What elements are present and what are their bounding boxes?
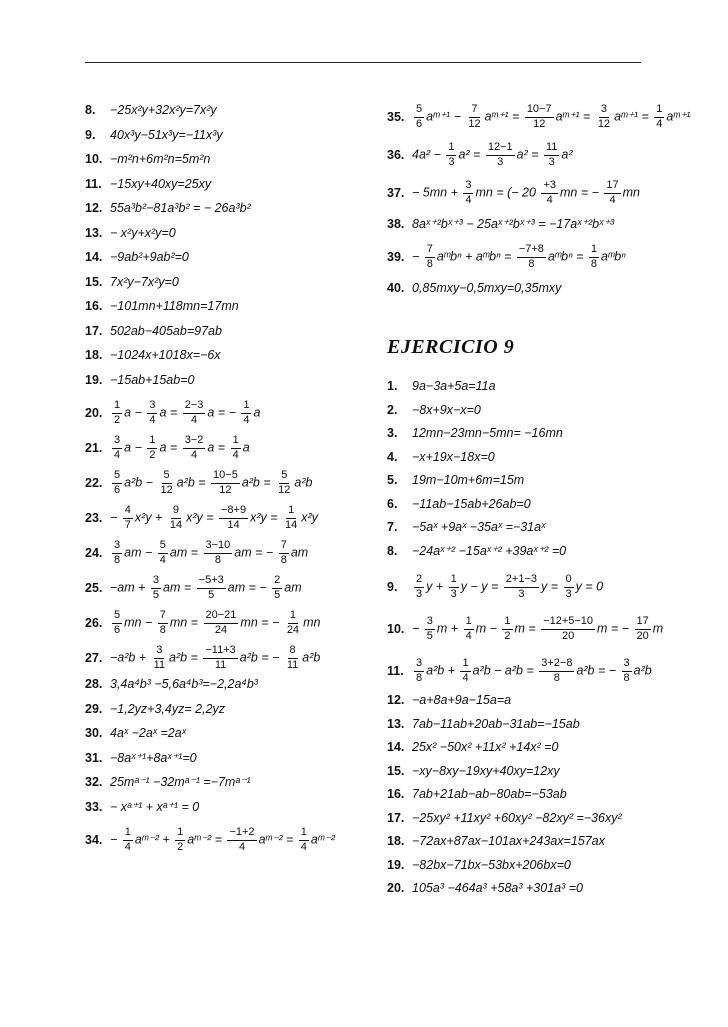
exercise-expression: 12mn−23mn−5mn= −16mn (412, 426, 563, 440)
exercise-row (387, 658, 652, 684)
exercise-expression: −8x+9x−x=0 (412, 402, 481, 417)
fraction: $\frac{1}{14}$ (285, 504, 298, 531)
exercise-row (387, 244, 626, 270)
fraction: $\frac{8}{11}$ (286, 644, 299, 671)
exercise-expression: $\frac{3}{4}$ a − $\frac{1}{2}$ a = $\frac{3-2}{4}$ a = $\frac{1}{4}$ a (114, 434, 250, 461)
fraction: $\frac{+3}{4}$ (543, 179, 556, 206)
exercise-expression: −9ab²+9ab²=0 (110, 250, 189, 264)
exercise-row (85, 129, 223, 142)
fraction: $\frac{-7+8}{8}$ (518, 243, 544, 270)
exercise-number: 5. (387, 473, 398, 487)
fraction: $\frac{-1+2}{4}$ (229, 826, 255, 853)
exercise-expression: $\frac{2}{3}$ y + $\frac{1}{3}$ y − y = $\frac{2+1-3}{3}$ y = $\frac{0}{3}$ y = 0 (416, 573, 604, 600)
exercise-row (387, 788, 567, 801)
fraction: $\frac{4}{7}$ (124, 504, 131, 531)
exercise-number: 36. (387, 147, 405, 162)
exercise-expression: − $\frac{4}{7}$ x²y + $\frac{9}{14}$ x²y = $\frac{-8+9}{14}$ x²y = $\frac{1}{14}$ x²y (110, 504, 318, 531)
exercise-number: 10. (387, 621, 405, 636)
exercise-number: 9. (85, 127, 96, 142)
exercise-number: 9. (387, 579, 398, 594)
exercise-row (85, 505, 318, 531)
exercise-expression: − 5mn + $\frac{3}{4}$ mn = (− 20 $\frac{+3}{4}$ mn = − $\frac{17}{4}$ mn (412, 179, 641, 206)
exercise-number: 32. (85, 775, 103, 789)
fraction: $\frac{2}{5}$ (274, 574, 281, 601)
exercise-number: 16. (387, 787, 405, 801)
fraction: $\frac{5}{4}$ (159, 539, 166, 566)
fraction: $\frac{1}{8}$ (590, 243, 598, 270)
exercise-expression: −15xy+40xy=25xy (110, 176, 212, 191)
fraction: $\frac{3}{12}$ (597, 103, 611, 130)
fraction: $\frac{3+2-8}{8}$ (541, 657, 573, 684)
exercise-expression: −x+19x−18x=0 (412, 449, 495, 464)
exercise-number: 40. (387, 281, 405, 295)
exercise-row (85, 752, 197, 765)
exercise-expression: − $\frac{1}{4}$ aᵐ⁻² + $\frac{1}{2}$ aᵐ⁻² = $\frac{-1+2}{4}$ aᵐ⁻² = $\frac{1}{4}$ aᵐ⁻² (110, 826, 335, 853)
fraction: $\frac{3-10}{8}$ (205, 539, 231, 566)
exercise-row (387, 765, 560, 778)
exercise-number: 6. (387, 496, 398, 511)
fraction: $\frac{3-2}{4}$ (184, 434, 204, 461)
exercise-number: 29. (85, 701, 103, 716)
exercise-expression: −25xy² +11xy² +60xy² −82xy² =−36xy² (412, 810, 622, 825)
exercise-row (85, 678, 258, 691)
exercise-expression: −8aˣ⁺¹+8aˣ⁺¹=0 (110, 750, 197, 765)
exercise-expression: 19m−10m+6m=15m (412, 473, 525, 487)
exercise-row (85, 801, 199, 814)
exercise-expression: 3,4a⁴b³ −5,6a⁴b³=−2,2a⁴b³ (110, 677, 258, 691)
exercise-row (387, 812, 622, 825)
exercise-number: 13. (85, 225, 103, 240)
exercise-row (387, 104, 690, 130)
fraction: $\frac{1}{2}$ (177, 826, 184, 853)
exercise-row (387, 404, 481, 417)
exercise-row (85, 827, 335, 853)
exercise-number: 11. (387, 663, 404, 678)
fraction: $\frac{20-21}{24}$ (205, 609, 237, 636)
fraction: $\frac{2+1-3}{3}$ (505, 573, 537, 600)
exercise-row (387, 142, 573, 168)
exercise-number: 24. (85, 545, 103, 560)
exercise-row (387, 718, 580, 731)
exercise-number: 28. (85, 677, 103, 691)
exercise-row (387, 218, 614, 231)
exercise-expression: 4a² − $\frac{1}{3}$ a² = $\frac{12-1}{3}$ a² = $\frac{11}{3}$ a² (412, 141, 573, 168)
exercise-number: 15. (85, 274, 103, 289)
fraction: $\frac{5}{12}$ (160, 469, 173, 496)
fraction: $\frac{1}{4}$ (300, 826, 307, 853)
exercise-number: 2. (387, 402, 398, 417)
exercise-row (85, 727, 186, 740)
exercise-row (85, 776, 251, 789)
exercise-number: 12. (387, 693, 405, 707)
exercise-row (387, 859, 571, 872)
fraction: $\frac{1}{3}$ (448, 141, 455, 168)
exercise-expression: 7ab+21ab−ab−80ab=−53ab (412, 787, 567, 801)
fraction: $\frac{1}{4}$ (465, 615, 472, 642)
exercise-row (387, 521, 545, 534)
exercise-number: 30. (85, 726, 103, 740)
exercise-row (85, 325, 222, 338)
fraction: $\frac{1}{2}$ (114, 399, 121, 426)
exercise-expression: −a+8a+9a−15a=a (412, 693, 512, 707)
exercise-expression: − $\frac{3}{5}$ m + $\frac{1}{4}$ m − $\frac{1}{2}$ m = $\frac{-12+5-10}{20}$ m = − $\frac{17}{20}$ m (412, 615, 664, 642)
exercise-row (387, 545, 566, 558)
section-title: EJERCICIO 9 (387, 336, 515, 358)
exercise-number: 33. (85, 799, 103, 814)
exercise-row (85, 153, 210, 166)
exercise-expression: −m²n+6m²n=5m²n (110, 152, 211, 166)
exercise-number: 19. (85, 372, 103, 387)
exercise-row (387, 616, 663, 642)
exercise-number: 21. (85, 440, 103, 455)
exercise-number: 8. (387, 543, 398, 558)
exercise-row (387, 451, 495, 464)
exercise-expression: −101mn+118mn=17mn (110, 299, 239, 313)
exercise-number: 37. (387, 185, 405, 200)
fraction: $\frac{3}{5}$ (426, 615, 433, 642)
exercise-expression: −25x²y+32x²y=7x²y (110, 103, 217, 117)
fraction: $\frac{1}{2}$ (149, 434, 156, 461)
fraction: $\frac{-8+9}{14}$ (221, 504, 247, 531)
fraction: $\frac{2}{3}$ (416, 573, 423, 600)
exercise-row (387, 180, 640, 206)
exercise-number: 38. (387, 217, 405, 231)
exercise-row (387, 882, 583, 895)
exercise-number: 19. (387, 857, 405, 872)
exercise-row (387, 498, 531, 511)
exercise-expression: $\frac{3}{8}$ a²b + $\frac{1}{4}$ a²b − a²b = $\frac{3+2-8}{8}$ a²b = − $\frac{3}{8}$ a²b (416, 657, 652, 684)
exercise-row (387, 574, 603, 600)
exercise-expression: −xy−8xy−19xy+40xy=12xy (412, 763, 560, 778)
exercise-expression: 7x²y−7x²y=0 (110, 274, 179, 289)
exercise-number: 17. (85, 323, 103, 338)
exercise-number: 15. (387, 763, 405, 778)
exercise-expression: −15ab+15ab=0 (110, 372, 195, 387)
exercise-number: 13. (387, 716, 405, 731)
exercise-number: 11. (85, 176, 102, 191)
exercise-expression: 9a−3a+5a=11a (412, 379, 496, 393)
exercise-number: 4. (387, 449, 398, 464)
exercise-number: 20. (387, 881, 405, 895)
fraction: $\frac{1}{4}$ (462, 657, 469, 684)
exercise-number: 1. (387, 379, 398, 393)
fraction: $\frac{1}{4}$ (656, 103, 663, 130)
exercise-number: 18. (387, 834, 405, 848)
fraction: $\frac{7}{8}$ (280, 539, 287, 566)
fraction: $\frac{10-7}{12}$ (526, 103, 552, 130)
fraction: $\frac{3}{4}$ (465, 179, 472, 206)
exercise-expression: 25x² −50x² +11x² +14x² =0 (412, 740, 559, 754)
exercise-row (387, 835, 605, 848)
exercise-row (85, 227, 176, 240)
exercise-expression: $\frac{3}{8}$ am − $\frac{5}{4}$ am = $\frac{3-10}{8}$ am = − $\frac{7}{8}$ am (114, 539, 309, 566)
exercise-row (85, 300, 239, 313)
exercise-number: 18. (85, 348, 103, 362)
exercise-row (85, 435, 250, 461)
exercise-row (387, 282, 561, 295)
exercise-expression: 4aˣ −2aˣ =2aˣ (110, 726, 186, 740)
fraction: $\frac{-5+3}{5}$ (198, 574, 224, 601)
exercise-expression: 25mᵃ⁻¹ −32mᵃ⁻¹ =−7mᵃ⁻¹ (110, 775, 251, 789)
exercise-expression: 0,85mxy−0,5mxy=0,35mxy (412, 281, 562, 295)
exercise-expression: 7ab−11ab+20ab−31ab=−15ab (412, 716, 580, 731)
header-rule (85, 62, 641, 63)
exercise-number: 23. (85, 510, 103, 525)
exercise-number: 26. (85, 615, 103, 630)
fraction: $\frac{7}{8}$ (159, 609, 166, 636)
fraction: $\frac{3}{5}$ (152, 574, 160, 601)
exercise-row (85, 575, 302, 601)
exercise-expression: −72ax+87ax−101ax+243ax=157ax (412, 834, 605, 848)
exercise-number: 39. (387, 249, 405, 264)
fraction: $\frac{5}{12}$ (278, 469, 291, 496)
exercise-row (85, 470, 312, 496)
exercise-expression: $\frac{5}{6}$ mn − $\frac{7}{8}$ mn = $\frac{20-21}{24}$ mn = − $\frac{1}{24}$ mn (114, 609, 321, 636)
exercise-number: 20. (85, 405, 103, 420)
exercise-number: 16. (85, 299, 103, 313)
exercise-number: 7. (387, 520, 398, 534)
fraction: $\frac{1}{4}$ (243, 399, 250, 426)
fraction: $\frac{-12+5-10}{20}$ (543, 615, 594, 642)
fraction: $\frac{3}{8}$ (114, 539, 121, 566)
exercise-number: 31. (85, 750, 103, 765)
exercise-number: 27. (85, 650, 103, 665)
fraction: $\frac{1}{24}$ (286, 609, 300, 636)
exercise-number: 25. (85, 580, 103, 595)
exercise-expression: −1024x+1018x=−6x (110, 348, 221, 362)
fraction: $\frac{3}{11}$ (153, 644, 166, 671)
exercise-expression: $\frac{1}{2}$ a − $\frac{3}{4}$ a = $\frac{2-3}{4}$ a = − $\frac{1}{4}$ a (114, 399, 261, 426)
fraction: $\frac{11}{3}$ (545, 141, 558, 168)
fraction: $\frac{3}{8}$ (623, 657, 630, 684)
fraction: $\frac{3}{4}$ (149, 399, 156, 426)
exercise-row (85, 202, 251, 215)
exercise-expression: $\frac{5}{6}$ a²b − $\frac{5}{12}$ a²b = $\frac{10-5}{12}$ a²b = $\frac{5}{12}$ a²b (114, 469, 313, 496)
exercise-expression: − xᵃ⁺¹ + xᵃ⁺¹ = 0 (110, 799, 200, 814)
exercise-expression: $\frac{5}{6}$ aᵐ⁺¹ − $\frac{7}{12}$ aᵐ⁺¹ = $\frac{10-7}{12}$ aᵐ⁺¹ = $\frac{3}{12}$ aᵐ⁺¹ = $\frac{1}{4}$ aᵐ⁺¹ (416, 103, 691, 130)
fraction: $\frac{3}{8}$ (416, 657, 423, 684)
exercise-expression: −24aˣ⁺² −15aˣ⁺² +39aˣ⁺² =0 (412, 543, 567, 558)
exercise-number: 14. (85, 250, 103, 264)
fraction: $\frac{9}{14}$ (169, 504, 183, 531)
fraction: $\frac{7}{8}$ (426, 243, 433, 270)
fraction: $\frac{1}{4}$ (124, 826, 131, 853)
exercise-row (85, 349, 221, 362)
exercise-expression: 502ab−405ab=97ab (110, 323, 222, 338)
fraction: $\frac{5}{6}$ (114, 469, 121, 496)
fraction: $\frac{17}{20}$ (636, 615, 649, 642)
fraction: $\frac{10-5}{12}$ (213, 469, 238, 496)
exercise-expression: 105a³ −464a³ +58a³ +301a³ =0 (412, 881, 584, 895)
exercise-expression: −am + $\frac{3}{5}$ am = $\frac{-5+3}{5}$ am = − $\frac{2}{5}$ am (110, 574, 302, 601)
exercise-row (387, 741, 558, 754)
exercise-expression: −11ab−15ab+26ab=0 (412, 496, 531, 511)
exercise-row (387, 474, 524, 487)
exercise-expression: 55a³b²−81a³b² = − 26a³b² (110, 201, 251, 215)
exercise-row (85, 400, 260, 426)
exercise-row (85, 703, 225, 716)
fraction: $\frac{12-1}{3}$ (487, 141, 513, 168)
fraction: $\frac{1}{2}$ (504, 615, 511, 642)
exercise-number: 3. (387, 426, 398, 440)
exercise-row (85, 178, 211, 191)
exercise-number: 12. (85, 201, 103, 215)
exercise-row (85, 251, 189, 264)
exercise-number: 8. (85, 103, 96, 117)
exercise-expression: 8aˣ⁺²bˣ⁺³ − 25aˣ⁺²bˣ⁺³ = −17aˣ⁺²bˣ⁺³ (412, 217, 615, 231)
exercise-row (387, 694, 511, 707)
exercise-expression: −1,2yz+3,4yz= 2,2yz (110, 701, 226, 716)
fraction: $\frac{-11+3}{11}$ (205, 644, 236, 671)
exercise-number: 17. (387, 810, 405, 825)
exercise-expression: 40x³y−51x³y=−11x³y (110, 127, 223, 142)
fraction: $\frac{1}{4}$ (232, 434, 239, 461)
exercise-row (85, 104, 217, 117)
fraction: $\frac{2-3}{4}$ (184, 399, 204, 426)
fraction: $\frac{5}{6}$ (416, 103, 423, 130)
exercise-expression: −82bx−71bx−53bx+206bx=0 (412, 857, 571, 872)
exercise-row (387, 380, 496, 393)
fraction: $\frac{7}{12}$ (468, 103, 481, 130)
fraction: $\frac{0}{3}$ (565, 573, 572, 600)
exercise-row (85, 645, 320, 671)
exercise-row (85, 540, 308, 566)
exercise-row (387, 427, 563, 440)
exercise-expression: −5aˣ +9aˣ −35aˣ =−31aˣ (412, 520, 546, 534)
exercise-number: 22. (85, 475, 103, 490)
exercise-number: 35. (387, 109, 405, 124)
fraction: $\frac{1}{3}$ (450, 573, 457, 600)
fraction: $\frac{3}{4}$ (114, 434, 121, 461)
exercise-row (85, 374, 194, 387)
exercise-number: 10. (85, 152, 103, 166)
exercise-row (85, 610, 320, 636)
exercise-row (85, 276, 179, 289)
exercise-expression: − x²y+x²y=0 (110, 225, 176, 240)
exercise-expression: − $\frac{7}{8}$ aᵐbⁿ + aᵐbⁿ = $\frac{-7+8}{8}$ aᵐbⁿ = $\frac{1}{8}$ aᵐbⁿ (412, 243, 626, 270)
fraction: $\frac{17}{4}$ (606, 179, 619, 206)
exercise-expression: −a²b + $\frac{3}{11}$ a²b = $\frac{-11+3}{11}$ a²b = − $\frac{8}{11}$ a²b (110, 644, 321, 671)
exercise-number: 34. (85, 832, 103, 847)
fraction: $\frac{5}{6}$ (114, 609, 121, 636)
exercise-number: 14. (387, 740, 405, 754)
